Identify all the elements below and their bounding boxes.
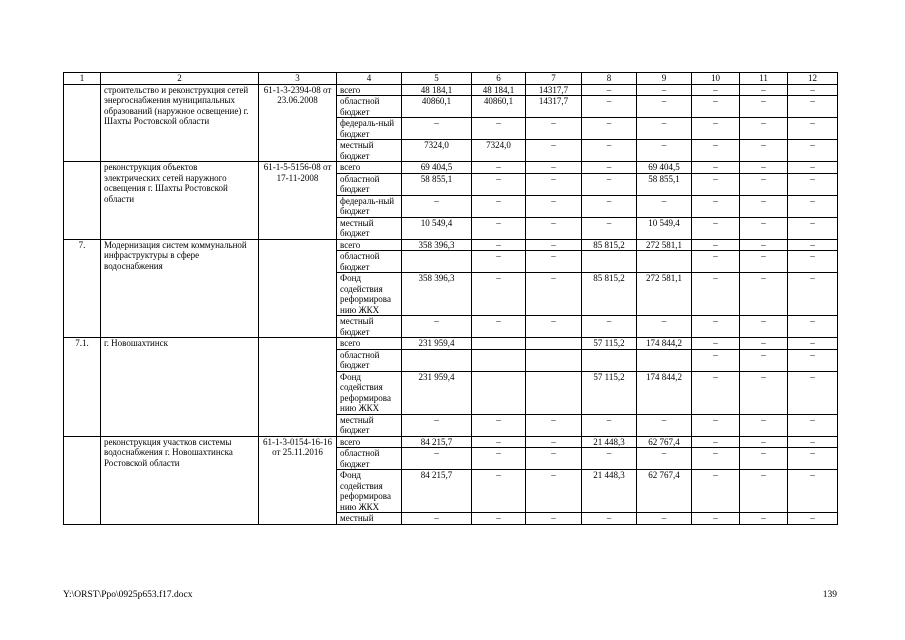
amount-cell: 48 184,1: [472, 84, 526, 96]
amount-cell: –: [582, 84, 637, 96]
amount-cell: –: [472, 251, 526, 273]
amount-cell: –: [526, 140, 582, 162]
page-number: 139: [822, 590, 837, 600]
amount-cell: –: [526, 217, 582, 239]
amount-cell: –: [692, 96, 740, 118]
amount-cell: 14317,7: [526, 96, 582, 118]
amount-cell: –: [472, 162, 526, 174]
amount-cell: –: [740, 273, 788, 316]
funding-source: всего: [337, 84, 402, 96]
amount-cell: –: [692, 414, 740, 436]
amount-cell: –: [402, 414, 472, 436]
amount-cell: –: [740, 470, 788, 513]
registration-number: [259, 338, 337, 437]
amount-cell: –: [637, 118, 692, 140]
amount-cell: –: [402, 195, 472, 217]
amount-cell: –: [402, 316, 472, 338]
amount-cell: –: [582, 140, 637, 162]
amount-cell: –: [740, 371, 788, 414]
amount-cell: –: [637, 316, 692, 338]
amount-cell: –: [692, 273, 740, 316]
amount-cell: –: [526, 173, 582, 195]
amount-cell: –: [582, 118, 637, 140]
funding-source: местный бюджет: [337, 414, 402, 436]
amount-cell: 48 184,1: [402, 84, 472, 96]
amount-cell: –: [788, 371, 838, 414]
amount-cell: 14317,7: [526, 84, 582, 96]
amount-cell: [526, 371, 582, 414]
amount-cell: 57 115,2: [582, 338, 637, 350]
amount-cell: –: [526, 513, 582, 525]
amount-cell: –: [526, 414, 582, 436]
amount-cell: 174 844,2: [637, 338, 692, 350]
funding-source: областной бюджет: [337, 448, 402, 470]
amount-cell: –: [637, 84, 692, 96]
header-cell: 3: [259, 73, 337, 85]
funding-source: областной бюджет: [337, 349, 402, 371]
amount-cell: 69 404,5: [402, 162, 472, 174]
amount-cell: –: [637, 140, 692, 162]
section-number: 7.: [64, 239, 101, 338]
amount-cell: –: [526, 316, 582, 338]
amount-cell: –: [788, 470, 838, 513]
amount-cell: –: [472, 118, 526, 140]
header-cell: 10: [692, 73, 740, 85]
funding-source: всего: [337, 436, 402, 448]
amount-cell: –: [740, 338, 788, 350]
amount-cell: 272 581,1: [637, 239, 692, 251]
amount-cell: –: [692, 338, 740, 350]
amount-cell: –: [692, 349, 740, 371]
amount-cell: –: [582, 217, 637, 239]
funding-source: всего: [337, 338, 402, 350]
amount-cell: –: [582, 96, 637, 118]
amount-cell: –: [788, 118, 838, 140]
funding-source: местный бюджет: [337, 140, 402, 162]
header-cell: 2: [101, 73, 259, 85]
amount-cell: –: [740, 140, 788, 162]
amount-cell: –: [788, 316, 838, 338]
amount-cell: –: [526, 118, 582, 140]
amount-cell: [526, 338, 582, 350]
table-row: [64, 162, 838, 174]
document-path: Y:\ORST\Ppo\0925p653.f17.docx: [63, 590, 193, 600]
table-body: [64, 73, 838, 525]
amount-cell: 62 767,4: [637, 436, 692, 448]
amount-cell: –: [740, 239, 788, 251]
header-cell: 5: [402, 73, 472, 85]
amount-cell: –: [526, 273, 582, 316]
amount-cell: 40860,1: [472, 96, 526, 118]
amount-cell: –: [692, 251, 740, 273]
amount-cell: –: [692, 84, 740, 96]
amount-cell: 84 215,7: [402, 470, 472, 513]
amount-cell: –: [582, 195, 637, 217]
amount-cell: 358 396,3: [402, 273, 472, 316]
amount-cell: –: [740, 414, 788, 436]
amount-cell: –: [472, 513, 526, 525]
amount-cell: –: [526, 436, 582, 448]
funding-source: федераль-ный бюджет: [337, 118, 402, 140]
amount-cell: –: [582, 448, 637, 470]
funding-source: местный: [337, 513, 402, 525]
funding-source: областной бюджет: [337, 251, 402, 273]
amount-cell: –: [472, 316, 526, 338]
object-name: Модернизация систем коммунальной инфраструктуры в сфере водоснабжения: [101, 239, 259, 338]
table-row: [64, 239, 838, 251]
amount-cell: –: [740, 436, 788, 448]
amount-cell: –: [526, 239, 582, 251]
amount-cell: 85 815,2: [582, 273, 637, 316]
amount-cell: 69 404,5: [637, 162, 692, 174]
object-name: строительство и реконструкция сетей энергоснабжения муниципальных образований (наружное освещение) г. Шахты Ростовской области: [101, 84, 259, 162]
funding-source: всего: [337, 162, 402, 174]
amount-cell: –: [740, 84, 788, 96]
amount-cell: 174 844,2: [637, 371, 692, 414]
amount-cell: –: [692, 239, 740, 251]
amount-cell: –: [526, 195, 582, 217]
amount-cell: –: [582, 173, 637, 195]
amount-cell: –: [788, 448, 838, 470]
amount-cell: –: [788, 217, 838, 239]
amount-cell: [402, 251, 472, 273]
amount-cell: –: [740, 173, 788, 195]
amount-cell: –: [637, 448, 692, 470]
amount-cell: 231 959,4: [402, 371, 472, 414]
amount-cell: [637, 349, 692, 371]
amount-cell: –: [637, 96, 692, 118]
funding-source: Фонд содействия реформирова нию ЖКХ: [337, 371, 402, 414]
amount-cell: 7324,0: [402, 140, 472, 162]
amount-cell: 85 815,2: [582, 239, 637, 251]
amount-cell: –: [788, 96, 838, 118]
amount-cell: [472, 349, 526, 371]
registration-number: 61-1-5-5156-08 от 17-11-2008: [259, 162, 337, 240]
amount-cell: 10 549,4: [402, 217, 472, 239]
amount-cell: –: [740, 217, 788, 239]
funding-source: Фонд содействия реформирова нию ЖКХ: [337, 470, 402, 513]
amount-cell: 21 448,3: [582, 436, 637, 448]
amount-cell: [472, 371, 526, 414]
amount-cell: 231 959,4: [402, 338, 472, 350]
amount-cell: –: [692, 371, 740, 414]
amount-cell: [472, 338, 526, 350]
amount-cell: [582, 349, 637, 371]
header-cell: 1: [64, 73, 101, 85]
amount-cell: –: [788, 140, 838, 162]
amount-cell: –: [740, 316, 788, 338]
amount-cell: 57 115,2: [582, 371, 637, 414]
amount-cell: –: [526, 448, 582, 470]
amount-cell: –: [788, 195, 838, 217]
header-cell: 7: [526, 73, 582, 85]
funding-source: местный бюджет: [337, 217, 402, 239]
amount-cell: –: [740, 349, 788, 371]
amount-cell: –: [402, 448, 472, 470]
amount-cell: 58 855,1: [637, 173, 692, 195]
funding-source: федераль-ный бюджет: [337, 195, 402, 217]
amount-cell: –: [472, 195, 526, 217]
amount-cell: –: [582, 414, 637, 436]
object-name: реконструкция объектов электрических сетей наружного освещения г. Шахты Ростовской области: [101, 162, 259, 240]
amount-cell: –: [740, 448, 788, 470]
amount-cell: –: [740, 162, 788, 174]
amount-cell: –: [472, 173, 526, 195]
amount-cell: –: [788, 338, 838, 350]
amount-cell: –: [582, 513, 637, 525]
amount-cell: 358 396,3: [402, 239, 472, 251]
amount-cell: –: [526, 251, 582, 273]
section-number: [64, 436, 101, 524]
amount-cell: –: [582, 162, 637, 174]
amount-cell: –: [472, 273, 526, 316]
amount-cell: –: [472, 436, 526, 448]
amount-cell: –: [740, 195, 788, 217]
amount-cell: –: [692, 162, 740, 174]
amount-cell: –: [526, 162, 582, 174]
amount-cell: –: [472, 414, 526, 436]
amount-cell: –: [637, 195, 692, 217]
amount-cell: –: [472, 217, 526, 239]
amount-cell: –: [788, 436, 838, 448]
amount-cell: 62 767,4: [637, 470, 692, 513]
budget-table: [63, 72, 838, 525]
amount-cell: –: [472, 448, 526, 470]
object-name: г. Новошахтинск: [101, 338, 259, 437]
amount-cell: –: [788, 162, 838, 174]
header-cell: 4: [337, 73, 402, 85]
registration-number: 61-1-3-0154-16-16 от 25.11.2016: [259, 436, 337, 524]
registration-number: [259, 239, 337, 338]
header-row: [64, 73, 838, 85]
amount-cell: –: [692, 448, 740, 470]
table-row: [64, 84, 838, 96]
amount-cell: –: [788, 273, 838, 316]
amount-cell: 40860,1: [402, 96, 472, 118]
header-cell: 6: [472, 73, 526, 85]
amount-cell: –: [637, 414, 692, 436]
amount-cell: 10 549,4: [637, 217, 692, 239]
header-cell: 12: [788, 73, 838, 85]
amount-cell: –: [582, 316, 637, 338]
amount-cell: [402, 349, 472, 371]
amount-cell: 7324,0: [472, 140, 526, 162]
funding-source: областной бюджет: [337, 173, 402, 195]
header-cell: 8: [582, 73, 637, 85]
amount-cell: –: [692, 436, 740, 448]
amount-cell: –: [788, 513, 838, 525]
amount-cell: –: [788, 173, 838, 195]
section-number: [64, 84, 101, 162]
amount-cell: –: [692, 316, 740, 338]
amount-cell: –: [472, 470, 526, 513]
amount-cell: –: [740, 251, 788, 273]
amount-cell: [637, 251, 692, 273]
amount-cell: –: [692, 118, 740, 140]
amount-cell: –: [788, 414, 838, 436]
section-number: 7.1.: [64, 338, 101, 437]
funding-source: областной бюджет: [337, 96, 402, 118]
header-cell: 11: [740, 73, 788, 85]
amount-cell: –: [692, 217, 740, 239]
amount-cell: –: [692, 173, 740, 195]
amount-cell: [582, 251, 637, 273]
amount-cell: –: [692, 195, 740, 217]
amount-cell: –: [692, 140, 740, 162]
amount-cell: –: [788, 84, 838, 96]
object-name: реконструкция участков системы водоснабжения г. Новошахтинска Ростовской области: [101, 436, 259, 524]
funding-source: всего: [337, 239, 402, 251]
amount-cell: 58 855,1: [402, 173, 472, 195]
amount-cell: –: [402, 118, 472, 140]
amount-cell: –: [637, 513, 692, 525]
amount-cell: 84 215,7: [402, 436, 472, 448]
amount-cell: –: [788, 251, 838, 273]
table-row: [64, 436, 838, 448]
header-cell: 9: [637, 73, 692, 85]
funding-source: местный бюджет: [337, 316, 402, 338]
amount-cell: –: [740, 118, 788, 140]
table-row: [64, 338, 838, 350]
amount-cell: –: [692, 513, 740, 525]
amount-cell: 21 448,3: [582, 470, 637, 513]
amount-cell: 272 581,1: [637, 273, 692, 316]
amount-cell: –: [740, 513, 788, 525]
amount-cell: –: [472, 239, 526, 251]
amount-cell: [526, 349, 582, 371]
amount-cell: –: [526, 470, 582, 513]
amount-cell: –: [692, 470, 740, 513]
amount-cell: –: [788, 349, 838, 371]
amount-cell: –: [788, 239, 838, 251]
registration-number: 61-1-3-2394-08 от 23.06.2008: [259, 84, 337, 162]
amount-cell: –: [740, 96, 788, 118]
amount-cell: –: [402, 513, 472, 525]
funding-source: Фонд содействия реформирова нию ЖКХ: [337, 273, 402, 316]
section-number: [64, 162, 101, 240]
